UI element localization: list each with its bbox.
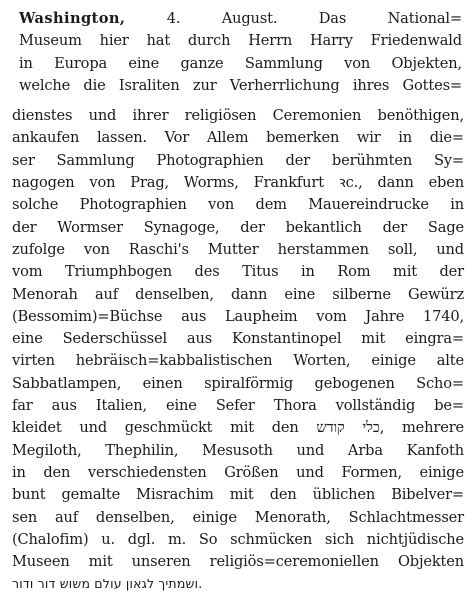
article-line: zufolge von Raschi's Mutter herstammen soll, und [12, 240, 464, 258]
article-line: kleidet und geschmückt mit den כלי קודש, mehrere [12, 419, 465, 437]
article-line: dienstes und ihrer religiösen Ceremonien benöthigen, [12, 107, 464, 125]
article-line: welche die Israliten zur Verherrlichung ihres Gottes= [19, 76, 462, 94]
news-article [12, 8, 464, 596]
article-line: eine Sederschüssel aus Konstantinopel mit eingra= [12, 330, 464, 348]
article-line: (Chalofim) u. dgl. m. So schmücken sich nichtjüdische [12, 530, 464, 548]
article-line: ser Sammlung Photographien der berühmten Sy= [12, 151, 464, 169]
article-line: sen auf denselben, einige Menorath, Schlachtmesser [12, 508, 464, 526]
paragraph-gap [12, 97, 464, 105]
article-line: nagogen von Prag, Worms, Frankfurt ꝛc., dann eben [12, 174, 464, 192]
article-line [12, 8, 464, 30]
article-paragraph-1 [12, 8, 464, 97]
dateline: Washington, [19, 10, 126, 27]
article-line: solche Photographien von dem Mauereindrucke in [12, 196, 464, 214]
article-line: ankaufen lassen. Vor Allem bemerken wir in die= [12, 129, 464, 147]
article-line: vom Triumphbogen des Titus in Rom mit der [12, 263, 464, 281]
article-line: far aus Italien, eine Sefer Thora vollständig be= [12, 397, 464, 415]
article-line: bunt gemalte Misrachim mit den üblichen Bibelver= [12, 486, 464, 504]
article-line: virten hebräisch=kabbalistischen Worten, einige alte [12, 352, 464, 370]
hebrew-quote-line: ושמתיך לגאון עולם משוש דור ודור. [12, 576, 203, 592]
article-line: Megiloth, Thephilin, Mesusoth und Arba Kanfoth [12, 441, 464, 459]
article-line-text: 4. August. Das National= [125, 10, 462, 27]
article-line: Museen mit unseren religiös=ceremoniellen Objekten [12, 553, 464, 571]
article-line: (Bessomim)=Büchse aus Laupheim vom Jahre 1740, [12, 307, 464, 325]
article-line: in den verschiedensten Größen und Formen, einige [12, 463, 464, 481]
article-line: in Europa eine ganze Sammlung von Objekten, [19, 54, 462, 72]
article-paragraph-2 [12, 105, 464, 596]
article-line: Menorah auf denselben, dann eine silberne Gewürz [12, 285, 464, 303]
article-line: Sabbatlampen, einen spiralförmig gebogenen Scho= [12, 374, 464, 392]
article-line: der Wormser Synagoge, der bekantlich der Sage [12, 218, 464, 236]
article-line: Museum hier hat durch Herrn Harry Friedenwald [19, 32, 462, 50]
